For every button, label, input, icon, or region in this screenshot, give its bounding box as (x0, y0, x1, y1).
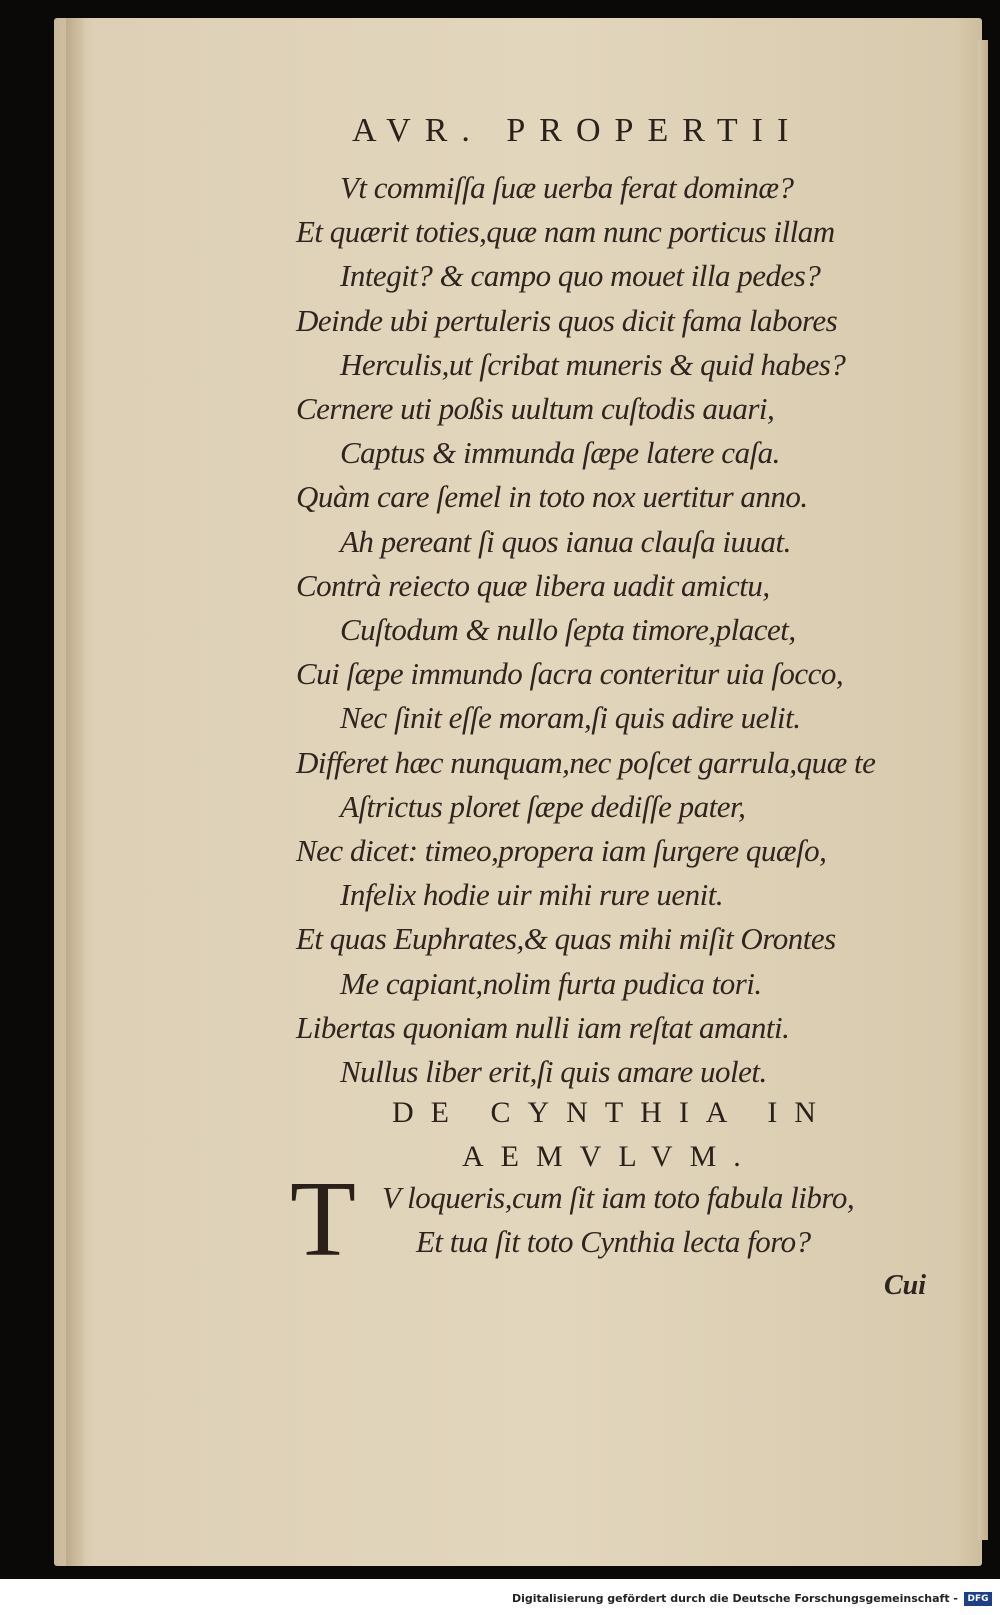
poem-line: Vt commiſſa ſuæ uerba ferat dominæ? (340, 170, 794, 205)
section-title-line-2: AEMVLVM. (462, 1140, 758, 1173)
poem-line: Nec ſinit eſſe moram,ſi quis adire uelit. (340, 700, 801, 736)
poem-line: Integit? & campo quo mouet illa pedes? (340, 258, 821, 294)
catchword: Cui (884, 1270, 927, 1301)
poem-line: Contrà reiecto quæ libera uadit amictu, (296, 567, 770, 603)
dfg-logo: DFG (964, 1592, 992, 1606)
poem-line: Nec dicet: timeo,propera iam ſurgere quæſo, (296, 833, 827, 868)
poem-line: Quàm care ſemel in toto nox uertitur anno. (296, 479, 808, 515)
second-poem-line-1: V loqueris,cum ſit iam toto fabula libro, (382, 1180, 855, 1215)
poem-line: Cernere uti poßis uultum cuſtodis auari, (296, 391, 775, 426)
poem-line: Nullus liber erit,ſi quis amare uolet. (340, 1054, 767, 1089)
poem-line: Captus & immunda ſæpe latere caſa. (340, 435, 780, 471)
poem-line: Me capiant,nolim furta pudica tori. (340, 965, 762, 1001)
poem-line: Libertas quoniam nulli iam reſtat amanti. (296, 1009, 790, 1045)
poem-line: Herculis,ut ſcribat muneris & quid habes? (340, 346, 846, 382)
poem-line: Deinde ubi pertuleris quos dicit fama labores (296, 302, 838, 338)
page-gutter (66, 18, 84, 1566)
second-poem-line-2: Et tua ſit toto Cynthia lecta foro? (416, 1224, 811, 1259)
page-fore-edge (978, 40, 988, 1540)
poem-line: Differet hæc nunquam,nec poſcet garrula,quæ te (296, 744, 876, 780)
running-head: AVR. PROPERTII (352, 112, 803, 149)
poem-line: Aſtrictus ploret ſæpe dediſſe pater, (340, 788, 746, 824)
poem-line: Cuſtodum & nullo ſepta timore,placet, (340, 612, 796, 647)
drop-cap-initial: T (290, 1160, 356, 1279)
poem-line: Et quærit toties,quæ nam nunc porticus illam (296, 214, 835, 250)
poem-line: Ah pereant ſi quos ianua clauſa iuuat. (340, 523, 791, 559)
poem-line: Cui ſæpe immundo ſacra conteritur uia ſocco, (296, 656, 844, 692)
poem-line: Et quas Euphrates,& quas mihi miſit Orontes (296, 921, 836, 957)
poem-line: Infelix hodie uir mihi rure uenit. (340, 877, 724, 913)
footer-credit: Digitalisierung gefördert durch die Deutsche Forschungsgemeinschaft - (511, 1592, 958, 1605)
section-title-line-1: DE CYNTHIA IN (392, 1096, 833, 1129)
footer-bar (0, 1579, 1000, 1615)
